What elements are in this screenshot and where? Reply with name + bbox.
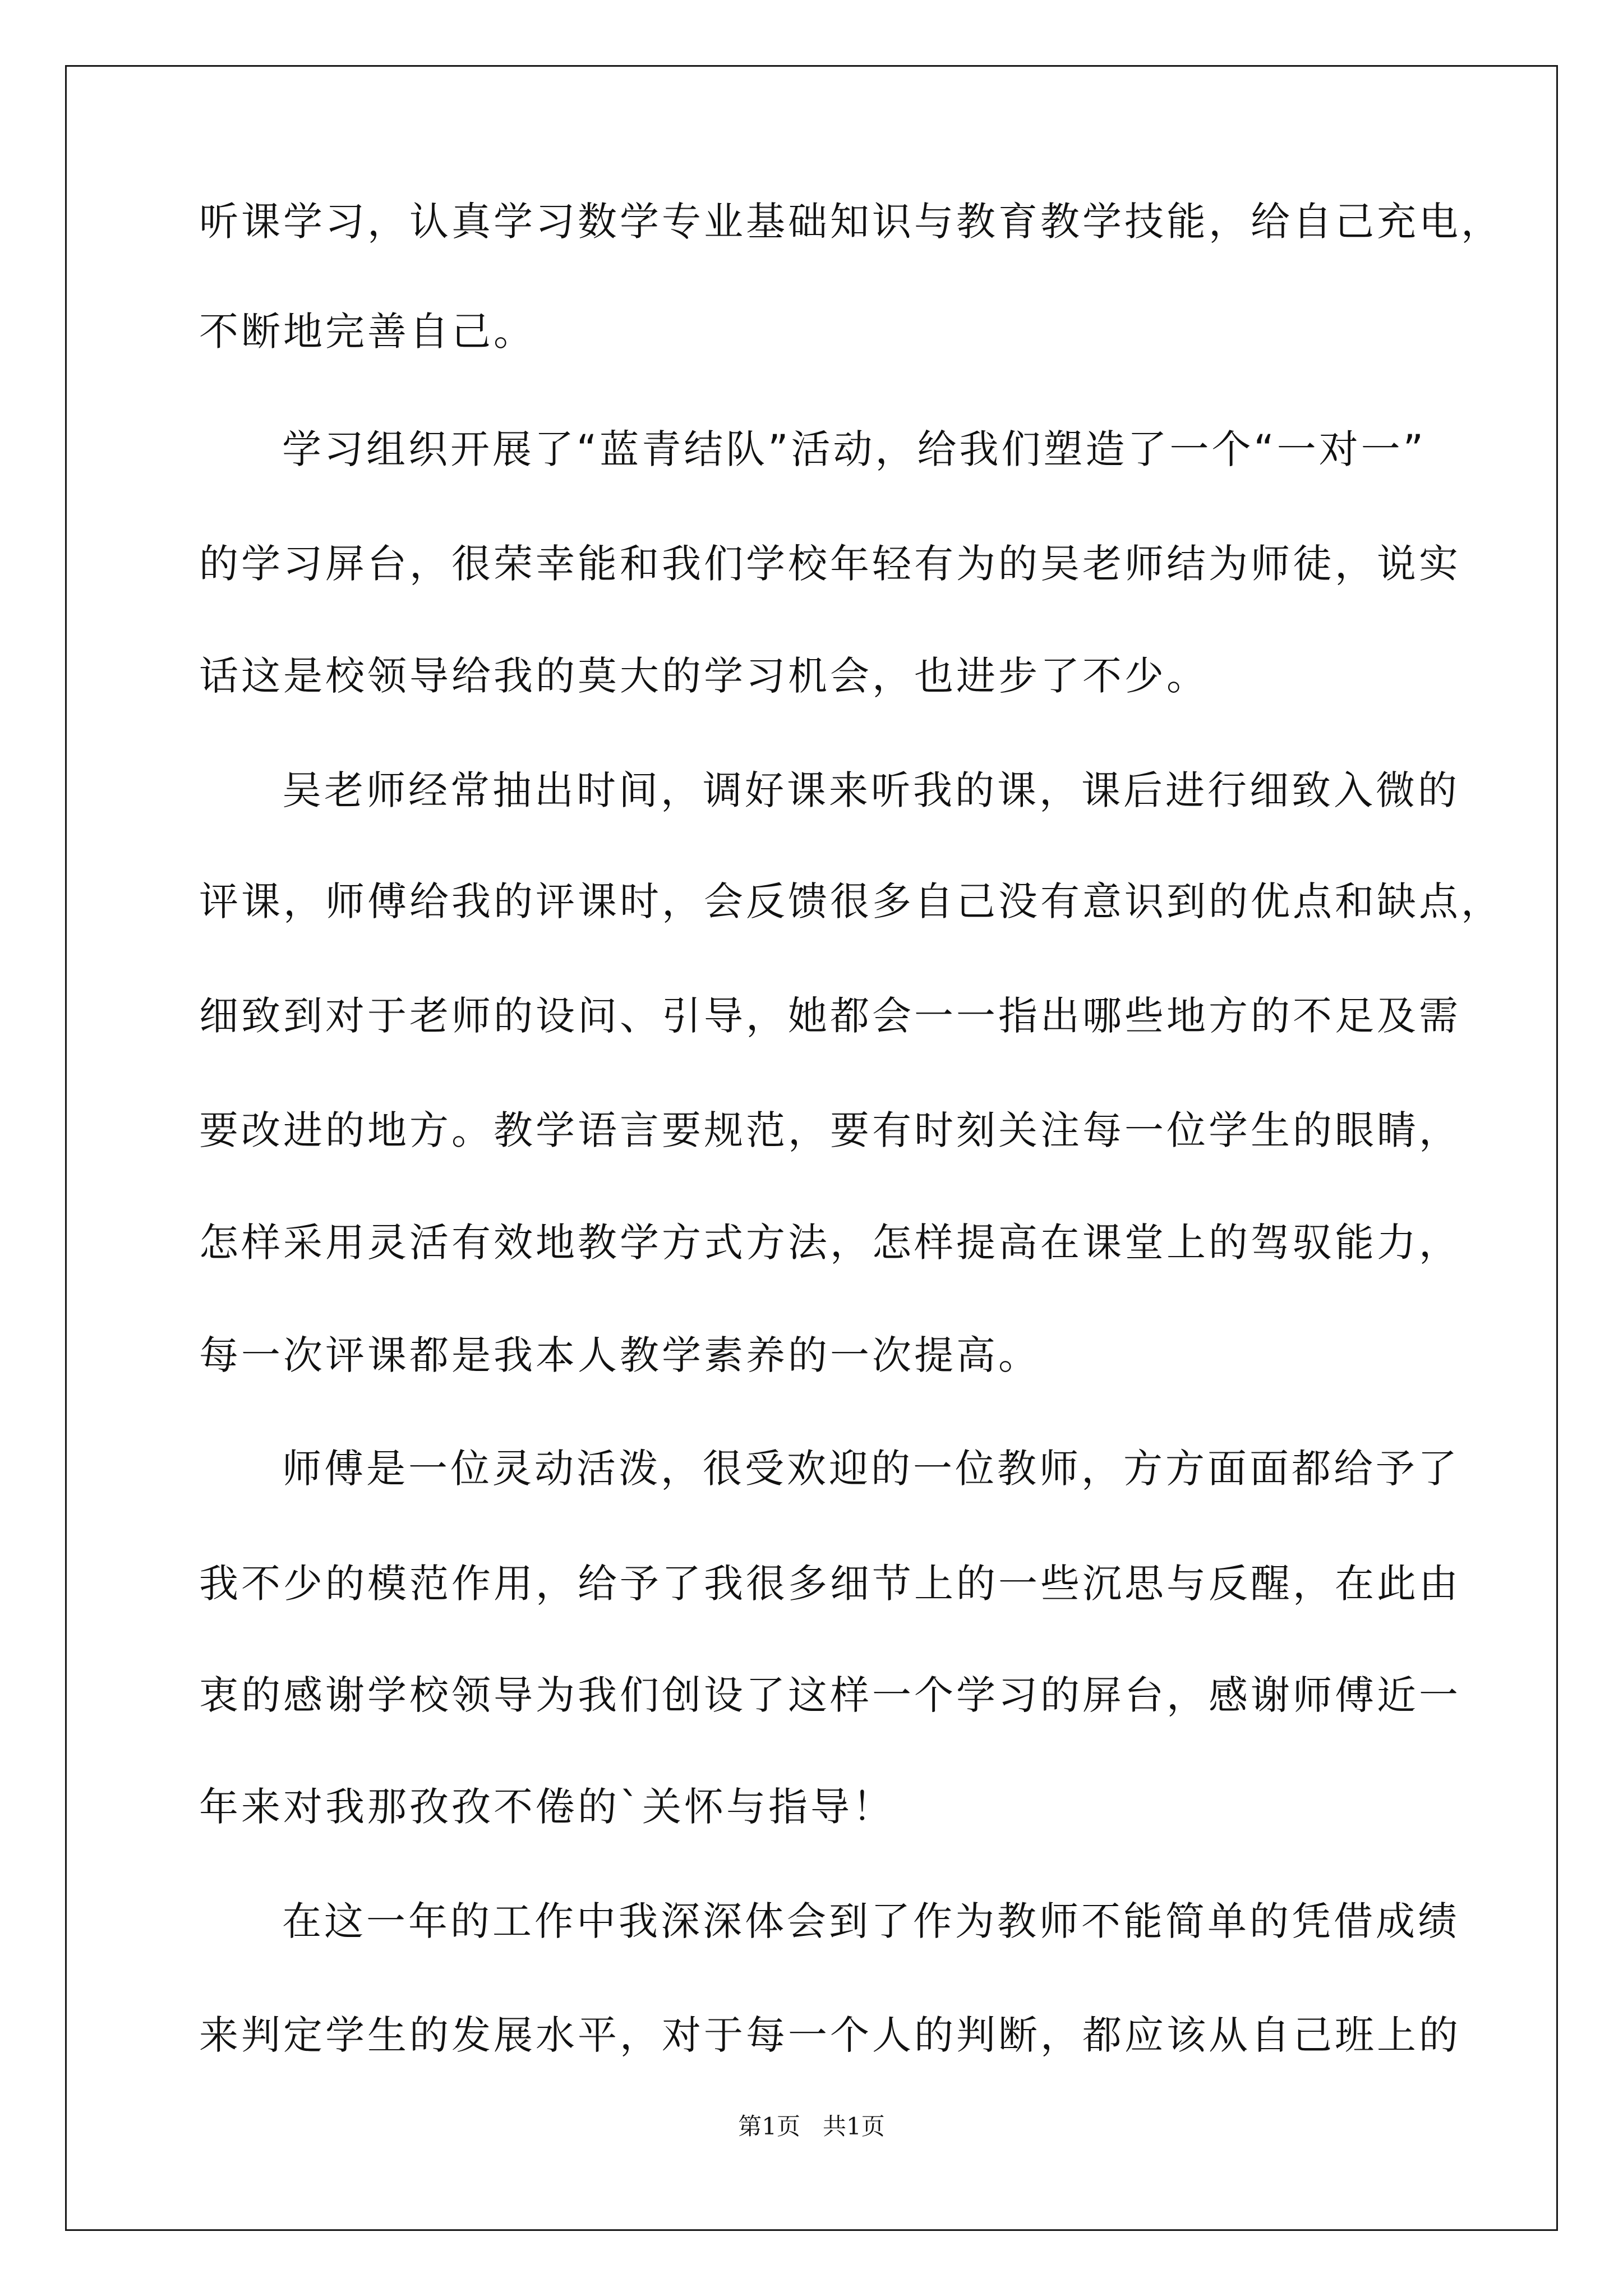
text-line: 年来对我那孜孜不倦的`关怀与指导！ bbox=[199, 1784, 895, 1830]
text-line: 不断地完善自己。 bbox=[199, 309, 536, 355]
paragraph-first-line: 师傅是一位灵动活泼，很受欢迎的一位教师，方方面面都给予了 bbox=[282, 1446, 1460, 1492]
text-line: 我不少的模范作用，给予了我很多细节上的一些沉思与反醒，在此由 bbox=[199, 1561, 1461, 1607]
text-line: 细致到对于老师的设问、引导，她都会一一指出哪些地方的不足及需 bbox=[199, 993, 1461, 1039]
text-line: 来判定学生的发展水平，对于每一个人的判断，都应该从自己班上的 bbox=[199, 2012, 1461, 2058]
paragraph-first-line: 学习组织开展了“蓝青结队”活动，给我们塑造了一个“一对一” bbox=[282, 426, 1427, 472]
text-line: 话这是校领导给我的莫大的学习机会，也进步了不少。 bbox=[199, 653, 1209, 699]
text-line: 的学习屏台，很荣幸能和我们学校年轻有为的吴老师结为师徒，说实 bbox=[199, 541, 1461, 587]
text-line: 评课，师傅给我的评课时，会反馈很多自己没有意识到的优点和缺点， bbox=[199, 878, 1503, 924]
text-line: 怎样采用灵活有效地教学方式方法，怎样提高在课堂上的驾驭能力， bbox=[199, 1220, 1461, 1266]
text-line: 听课学习，认真学习数学专业基础知识与教育教学技能，给自己充电， bbox=[199, 199, 1503, 245]
page-number-footer: 第1页 共1页 bbox=[738, 2113, 885, 2140]
paragraph-first-line: 吴老师经常抽出时间，调好课来听我的课，课后进行细致入微的 bbox=[282, 767, 1460, 813]
text-line: 要改进的地方。教学语言要规范，要有时刻关注每一位学生的眼睛， bbox=[199, 1107, 1461, 1153]
text-line: 衷的感谢学校领导为我们创设了这样一个学习的屏台，感谢师傅近一 bbox=[199, 1672, 1461, 1718]
paragraph-first-line: 在这一年的工作中我深深体会到了作为教师不能简单的凭借成绩 bbox=[282, 1898, 1460, 1944]
text-line: 每一次评课都是我本人教学素养的一次提高。 bbox=[199, 1332, 1040, 1378]
